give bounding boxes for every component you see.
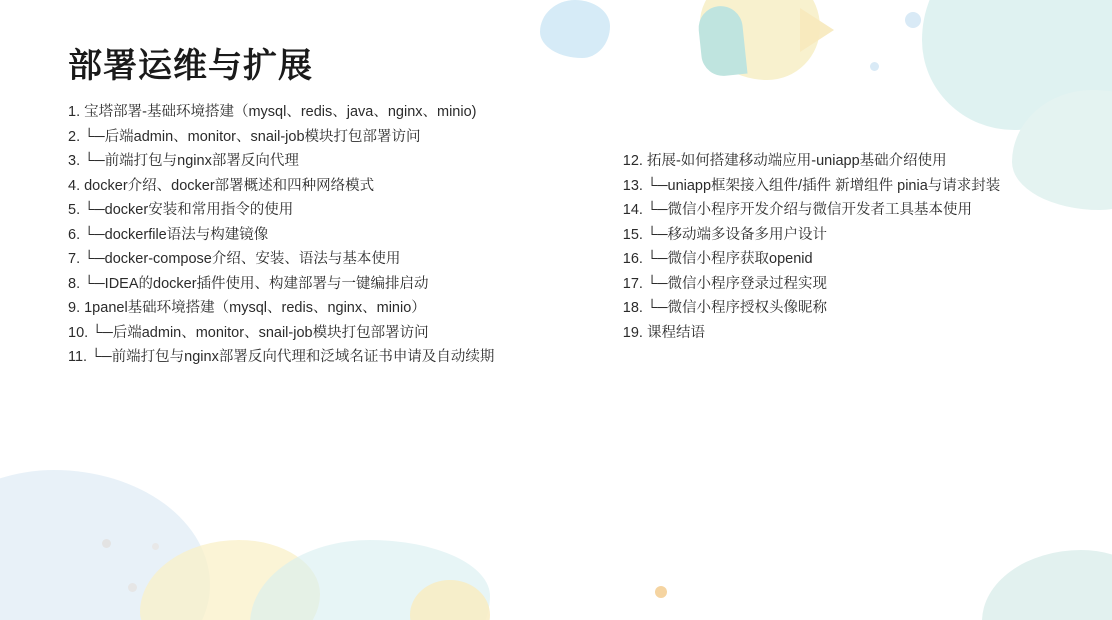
- list-item: 8. └─IDEA的docker插件使用、构建部署与一键编排启动: [68, 275, 429, 292]
- outline-column-left: [68, 100, 543, 370]
- list-item: 15. └─移动端多设备多用户设计: [622, 226, 828, 243]
- decorative-shape-teal-comma: [696, 4, 747, 78]
- list-item: 16. └─微信小程序获取openid: [622, 251, 813, 267]
- decorative-triangle-yellow: [800, 8, 834, 52]
- decorative-dot-gray-2: [152, 543, 159, 550]
- list-item: 9. 1panel基础环境搭建（mysql、redis、nginx、minio）: [68, 300, 426, 316]
- decorative-blob-yellow-bottomleft: [140, 540, 320, 620]
- list-item: 5. └─docker安装和常用指令的使用: [68, 202, 294, 218]
- decorative-blob-yellow-top: [700, 0, 820, 80]
- list-item: 12. 拓展-如何搭建移动端应用-uniapp基础介绍使用: [622, 153, 947, 169]
- list-item: 19. 课程结语: [622, 324, 705, 341]
- list-item: 14. └─微信小程序开发介绍与微信开发者工具基本使用: [622, 202, 973, 218]
- decorative-blob-teal-bottom: [250, 540, 490, 620]
- list-item: 10. └─后端admin、monitor、snail-job模块打包部署访问: [68, 324, 429, 341]
- list-item: 4. docker介绍、docker部署概述和四种网络模式: [68, 177, 375, 194]
- list-item: 1. 宝塔部署-基础环境搭建（mysql、redis、java、nginx、minio): [68, 104, 477, 120]
- list-item: 13. └─uniapp框架接入组件/插件 新增组件 pinia与请求封装: [622, 177, 1001, 194]
- decorative-dot-blue-small: [870, 62, 879, 71]
- decorative-dot-orange: [655, 586, 667, 598]
- list-item: 18. └─微信小程序授权头像昵称: [622, 300, 828, 316]
- outline-column-right: [623, 100, 1058, 370]
- column-offset-spacer: [623, 100, 1058, 149]
- decorative-blob-teal-bottomright: [982, 550, 1112, 620]
- list-item: 7. └─docker-compose介绍、安装、语法与基本使用: [68, 251, 401, 267]
- page-title: 部署运维与扩展: [68, 47, 313, 85]
- list-item: 17. └─微信小程序登录过程实现: [622, 275, 828, 292]
- decorative-blob-blue-bottomleft: [0, 470, 210, 620]
- decorative-blob-blue-top: [540, 0, 610, 58]
- list-item: 6. └─dockerfile语法与构建镜像: [68, 226, 269, 243]
- list-item: 2. └─后端admin、monitor、snail-job模块打包部署访问: [68, 128, 421, 145]
- decorative-dot-gray-3: [128, 583, 137, 592]
- list-item: 11. └─前端打包与nginx部署反向代理和泛域名证书申请及自动续期: [68, 349, 495, 365]
- decorative-circle-yellow-bottom: [410, 580, 490, 620]
- list-item: 3. └─前端打包与nginx部署反向代理: [68, 153, 299, 169]
- decorative-dot-blue-large: [905, 12, 921, 28]
- decorative-dot-gray-1: [102, 539, 111, 548]
- outline-columns: [68, 100, 1058, 370]
